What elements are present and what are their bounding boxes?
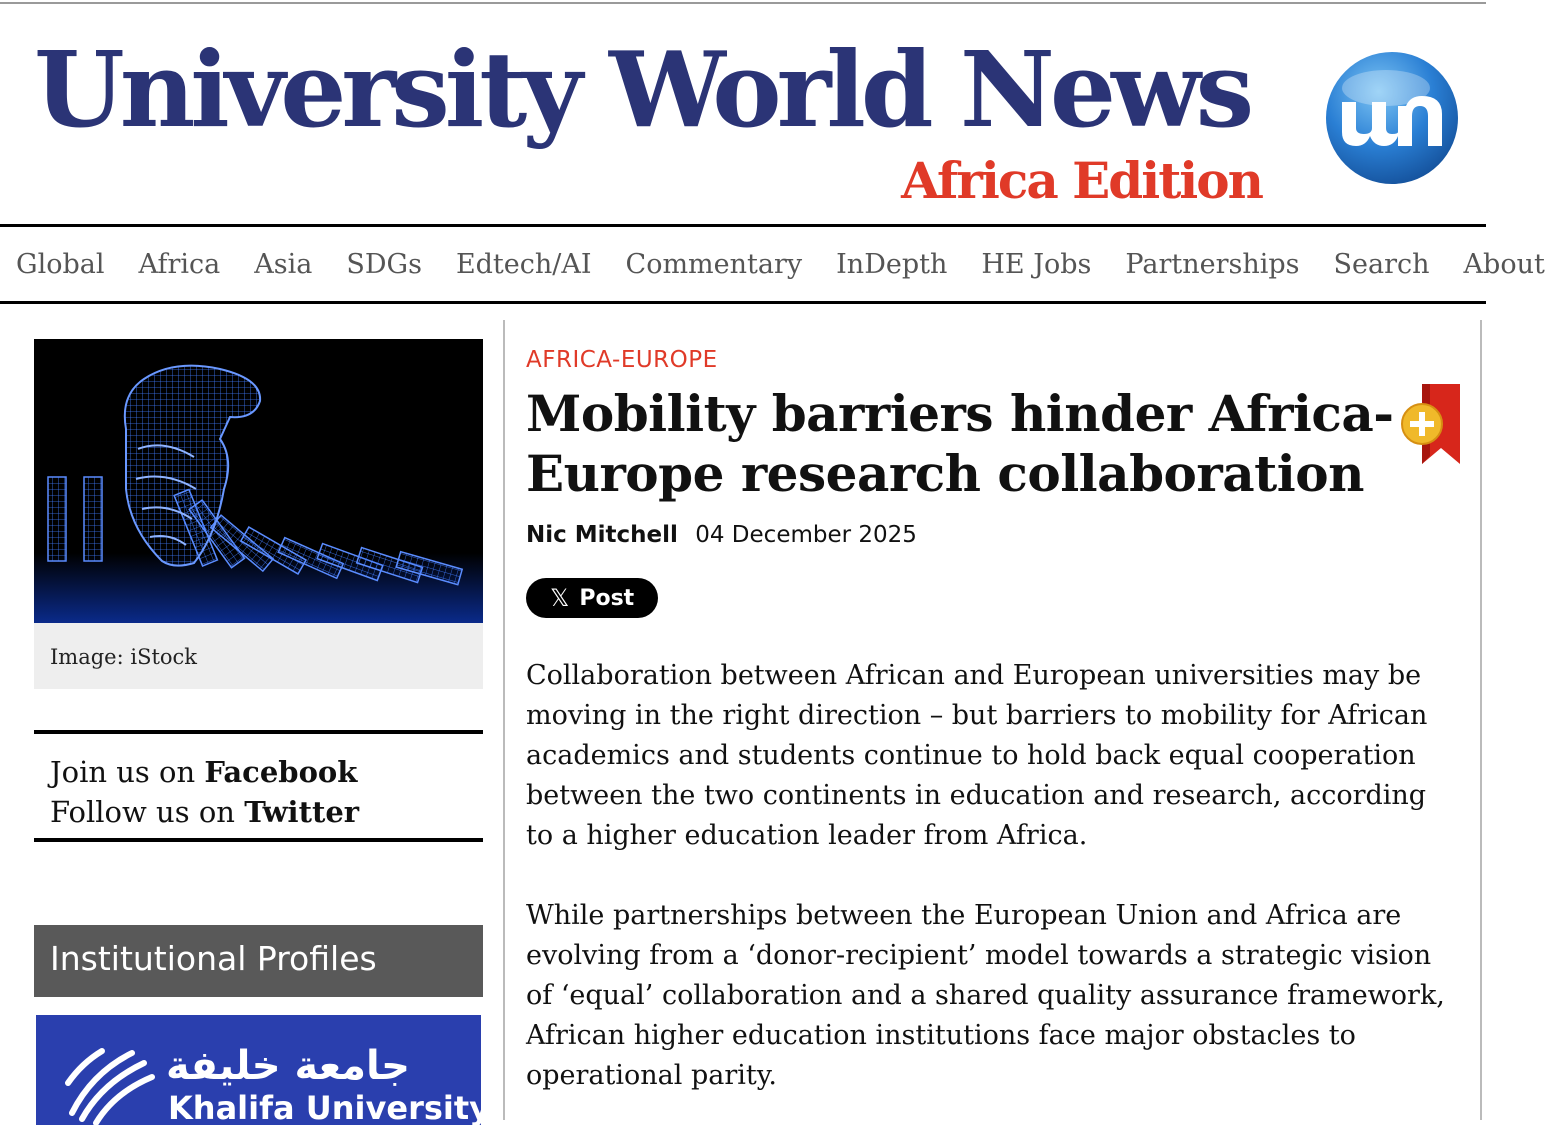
nav-item-sdgs[interactable]: SDGs (346, 248, 422, 280)
article-headline: Mobility barriers hinder Africa-Europe research collaboration (526, 384, 1394, 503)
x-post-button[interactable] (526, 578, 658, 618)
article-body (526, 656, 1446, 1096)
bookmark-add-icon[interactable] (1400, 384, 1462, 466)
nav-item-he-jobs[interactable]: HE Jobs (981, 248, 1092, 280)
facebook-link[interactable] (50, 752, 467, 792)
sidebar (34, 339, 491, 1127)
nav-item-asia[interactable]: Asia (254, 248, 313, 280)
article (526, 344, 1466, 1136)
article-paragraph: While partnerships between the European Union and Africa are evolving from a ‘donor-recipient’ model towards a strategic vision of ‘equal’ collaboration and a shared quality assurance framework, African higher education institutions face major obstacles to operational parity. (526, 900, 1445, 1091)
x-logo-icon: 𝕏 (550, 584, 570, 612)
nav-item-global[interactable]: Global (16, 248, 105, 280)
nav-item-africa[interactable]: Africa (138, 248, 221, 280)
twitter-link[interactable] (50, 792, 467, 832)
khalifa-university-banner[interactable] (36, 1015, 491, 1127)
khalifa-arabic-name: جامعة خليفة (166, 1043, 410, 1089)
masthead (0, 0, 1486, 226)
nav-item-search[interactable]: Search (1333, 248, 1430, 280)
uwn-globe-logo-icon[interactable] (1324, 50, 1460, 186)
nav-item-indepth[interactable]: InDepth (836, 248, 948, 280)
facebook-prefix: Join us on (50, 755, 205, 789)
twitter-prefix: Follow us on (50, 795, 245, 829)
institutional-profiles-heading: Institutional Profiles (34, 925, 483, 997)
article-hero-image[interactable] (34, 339, 483, 623)
byline (526, 522, 1466, 548)
facebook-name[interactable]: Facebook (204, 755, 358, 789)
nav-item-partnerships[interactable]: Partnerships (1125, 248, 1300, 280)
nav-item-about[interactable]: About (1463, 248, 1545, 280)
nav-item-commentary[interactable]: Commentary (625, 248, 803, 280)
main-nav (0, 224, 1545, 304)
article-paragraph: Collaboration between African and European universities may be moving in the right direction – but barriers to mobility for African academics and students continue to hold back equal cooperation between the two continents in education and research, according to a higher education leader from Africa. (526, 660, 1428, 851)
post-label: Post (579, 585, 635, 611)
publish-date: 04 December 2025 (695, 522, 917, 548)
column-divider-left (503, 320, 505, 1120)
khalifa-english-name: Khalifa University (168, 1089, 491, 1127)
author-name[interactable]: Nic Mitchell (526, 522, 678, 548)
image-caption: Image: iStock (34, 623, 483, 689)
nav-item-edtech-ai[interactable]: Edtech/AI (455, 248, 592, 280)
social-links (34, 730, 483, 842)
column-divider-right (1480, 320, 1482, 1120)
article-section-label[interactable]: AFRICA-EUROPE (526, 347, 718, 373)
twitter-name[interactable]: Twitter (244, 795, 360, 829)
khalifa-logo-icon (62, 1043, 158, 1123)
site-title[interactable]: University World News (34, 28, 1250, 151)
edition-label: Africa Edition (901, 151, 1262, 210)
